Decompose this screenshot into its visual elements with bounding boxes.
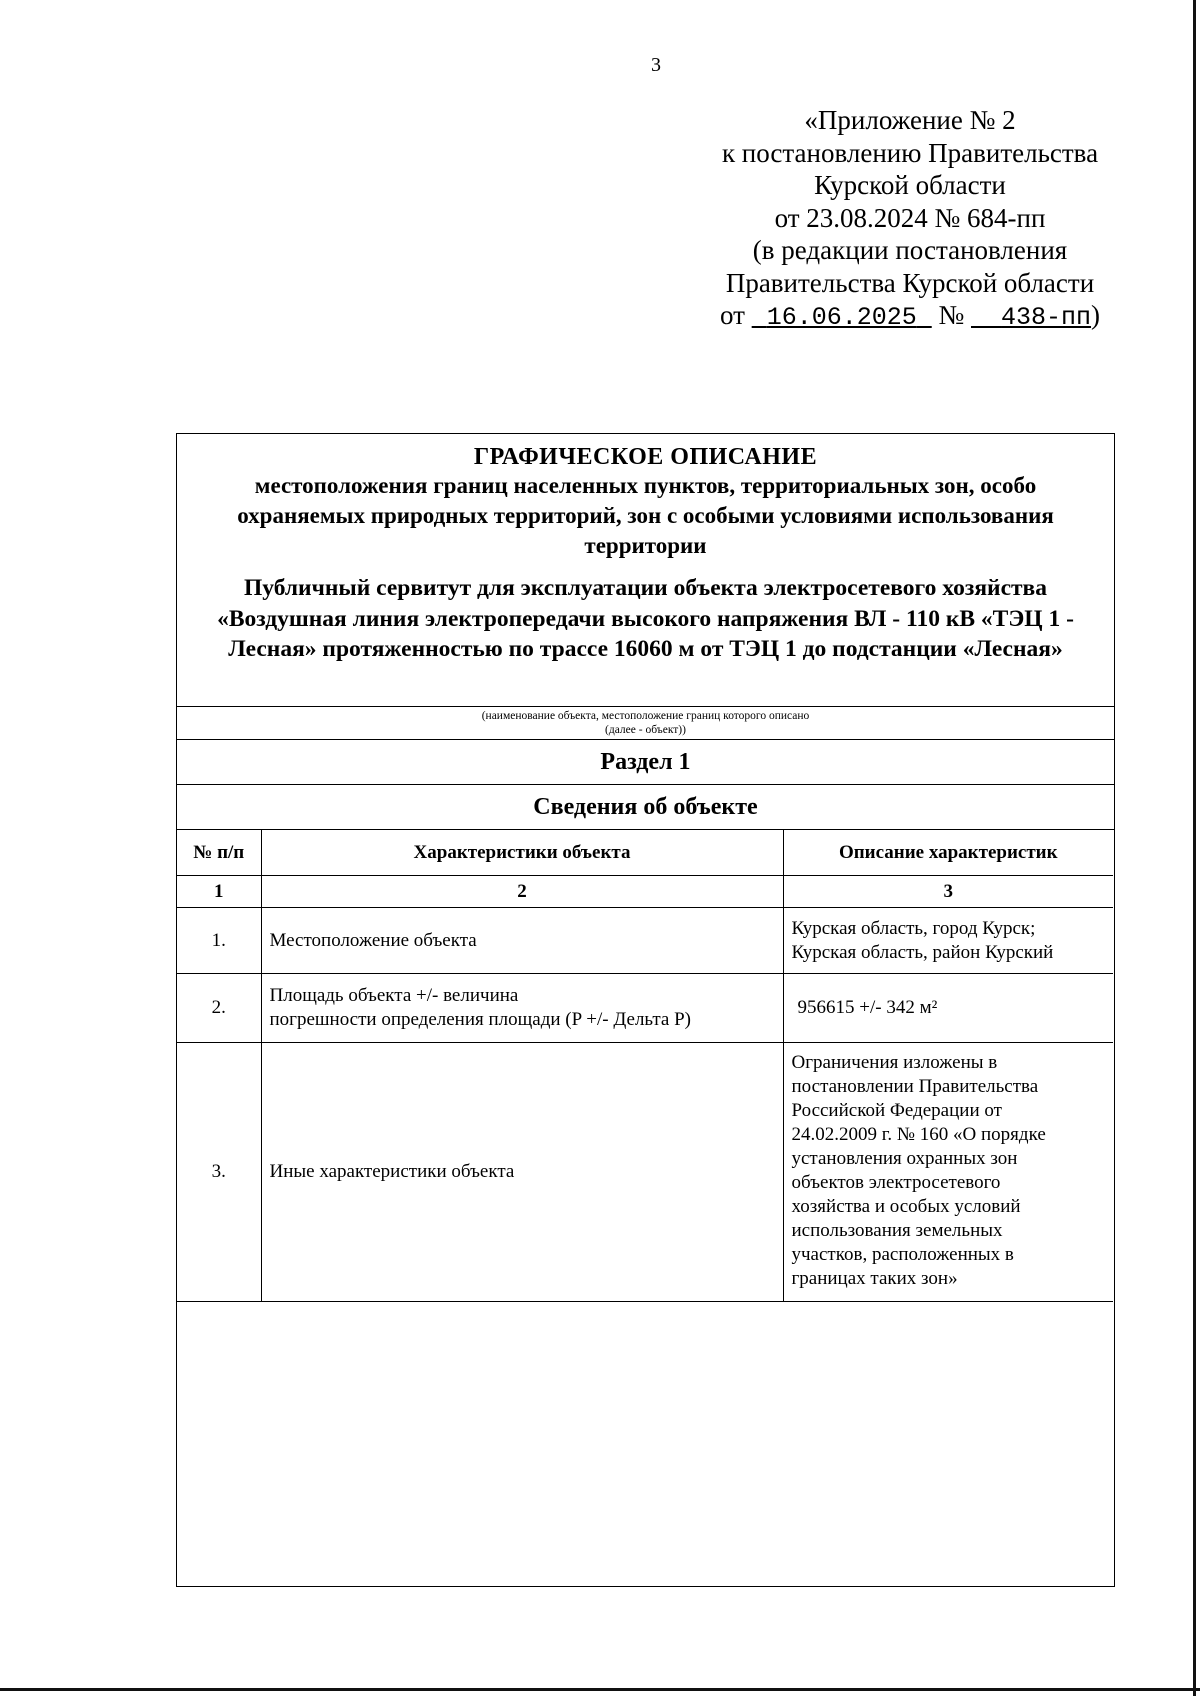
appendix-line: Правительства Курской области xyxy=(725,267,1095,298)
column-header: № п/п xyxy=(177,830,261,876)
appendix-line: от 23.08.2024 № 684-пп xyxy=(774,202,1046,233)
description-cell xyxy=(783,908,1113,974)
row-number: 3. xyxy=(177,1043,261,1302)
object-caption xyxy=(177,706,1114,740)
appendix-line: Курской области xyxy=(814,170,1006,200)
document-subtitle: местоположения границ населенных пунктов, территориальных зон, особо охраняемых природных территорий, зон с особыми условиями использования территории xyxy=(237,473,1054,558)
column-header: Характеристики объекта xyxy=(261,830,783,876)
characteristic-line: погрешности определения площади (P +/- Дельта P) xyxy=(269,1009,691,1030)
edition-line xyxy=(680,299,1140,335)
table-row xyxy=(177,974,1113,1043)
column-number-row xyxy=(177,876,1113,908)
table-row xyxy=(177,908,1113,974)
description-cell xyxy=(783,1043,1113,1302)
row-number: 2. xyxy=(177,974,261,1043)
appendix-line: «Приложение № 2 xyxy=(804,105,1016,135)
edition-prefix: от xyxy=(719,300,745,330)
edition-suffix: ) xyxy=(1091,300,1101,330)
object-name: Публичный сервитут для эксплуатации объекта электросетевого хозяйства «Воздушная линия электропередачи высокого напряжения ВЛ - 110 кВ «ТЭЦ 1 - Лесная» протяженностью по трассе 16060 м от ТЭЦ 1 до подстанции «Лесная» xyxy=(217,575,1074,662)
subsection-title: Сведения об объекте xyxy=(177,785,1114,830)
appendix-line: к постановлению Правительства xyxy=(721,137,1099,168)
edition-date: 16.06.2025 xyxy=(766,303,917,332)
description-line: границах таких зон» xyxy=(791,1268,958,1289)
description-line: объектов электросетевого xyxy=(791,1172,1001,1193)
characteristic-cell: Иные характеристики объекта xyxy=(261,1043,783,1302)
description-line: хозяйства и особых условий xyxy=(791,1196,1021,1217)
scan-edge-bottom xyxy=(0,1688,1200,1691)
description-cell: 956615 +/- 342 м² xyxy=(783,974,1113,1043)
characteristic-cell xyxy=(261,974,783,1043)
appendix-header xyxy=(680,104,1140,335)
edition-number: 438-пп xyxy=(1001,303,1092,332)
description-line: Курская область, район Курский xyxy=(791,941,1054,963)
description-line: Курская область, город Курск; xyxy=(791,917,1036,939)
description-line: Ограничения изложены в xyxy=(791,1052,998,1073)
edition-number-sign: № xyxy=(938,300,965,330)
description-line: постановлении Правительства xyxy=(791,1076,1039,1097)
characteristic-cell: Местоположение объекта xyxy=(261,908,783,974)
description-line: Российской Федерации от xyxy=(791,1100,1002,1121)
title-block xyxy=(177,434,1114,706)
column-number: 2 xyxy=(261,876,783,908)
page-number: 3 xyxy=(651,54,661,76)
caption-line: (далее - объект)) xyxy=(605,724,686,736)
description-line: использования земельных xyxy=(791,1220,1003,1241)
graphic-description-frame xyxy=(176,433,1115,1587)
column-header: Описание характеристик xyxy=(783,830,1113,876)
object-properties-table xyxy=(177,830,1113,1302)
column-number: 1 xyxy=(177,876,261,908)
description-line: 24.02.2009 г. № 160 «О порядке xyxy=(791,1124,1046,1145)
description-line: установления охранных зон xyxy=(791,1148,1018,1169)
appendix-line: (в редакции постановления xyxy=(752,235,1068,265)
table-header-row xyxy=(177,830,1113,876)
section-title: Раздел 1 xyxy=(177,740,1114,785)
scan-edge-right xyxy=(1193,0,1196,1696)
document-title: ГРАФИЧЕСКОЕ ОПИСАНИЕ xyxy=(473,444,818,470)
row-number: 1. xyxy=(177,908,261,974)
description-line: участков, расположенных в xyxy=(791,1244,1014,1265)
characteristic-line: Площадь объекта +/- величина xyxy=(269,985,519,1006)
table-row xyxy=(177,1043,1113,1302)
caption-line: (наименование объекта, местоположение границ которого описано xyxy=(481,710,810,722)
column-number: 3 xyxy=(783,876,1113,908)
